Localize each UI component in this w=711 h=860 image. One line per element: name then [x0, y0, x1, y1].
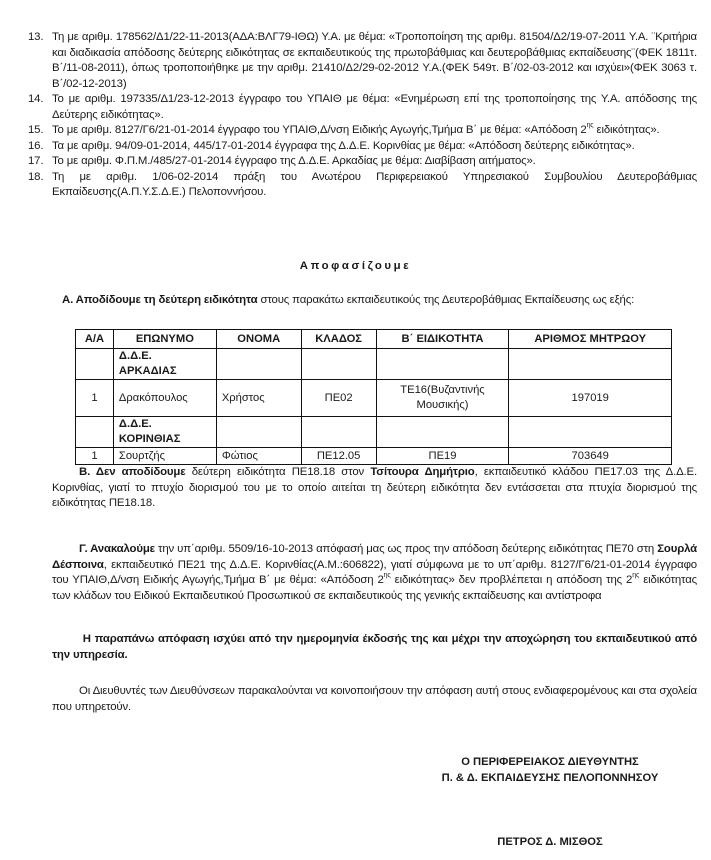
reference-item-16 — [0, 139, 697, 155]
superscript: ης — [383, 572, 391, 579]
section-b-bold: Β. Δεν αποδίδουμε — [79, 466, 186, 478]
table-row — [76, 448, 672, 465]
section-c-text: ειδικότητας των κλάδων του Ειδικού Εκπαιδευτικού Προσωπικού σε εκπαιδευτικούς της γενικής εκπαίδευσης και αντίστροφα — [52, 574, 698, 602]
cell-specialty: ΠΕ19 — [376, 448, 509, 465]
list-number: 17. — [28, 155, 44, 167]
cell-specialty: ΤΕ16(Βυζαντινής Μουσικής) — [376, 380, 509, 417]
reference-text: Το με αριθμ. 197335/Δ1/23-12-2013 έγγραφο του ΥΠΑΙΘ με θέμα: «Ενημέρωση επί της τροποποίησης της Υ.Α. απόδοσης της Δεύτερης ειδικότητας». — [52, 93, 697, 121]
signature-title-line2: Π. & Δ. ΕΚΠΑΙΔΕΥΣΗΣ ΠΕΛΟΠΟΝΝΗΣΟΥ — [441, 772, 659, 784]
signatory-name: ΠΕΤΡΟΣ Δ. ΜΙΣΘΟΣ — [497, 836, 603, 848]
section-c-text: , εκπαιδευτικό ΠΕ21 της Δ.Δ.Ε. Κορινθίας(Α.Μ.:606822), γιατί σύμφωνα με το υπ΄αριθμ. 8127/Γ6/21-01-2014 έγγραφο του ΥΠΑΙΘ,Δ/νση Ειδικής Αγωγής,Τμήμα Β΄ με θέμα: «Απόδοση 2 — [52, 558, 697, 586]
column-header-name: ΟΝΟΜΑ — [216, 330, 301, 349]
specialty-table — [75, 329, 672, 465]
section-b-person: Τσίτουρα Δημήτριο — [370, 466, 475, 478]
list-number: 18. — [28, 170, 44, 183]
reference-text: Τη με αριθμ. 1/06-02-2014 πράξη του Ανωτέρου Περιφερειακού Υπηρεσιακού Συμβουλίου Δευτεροβάθμιας Εκπαίδευσης(Α.Π.Υ.Σ.Δ.Ε.) Πελοποννήσου. — [52, 170, 697, 198]
list-number: 15. — [28, 124, 44, 136]
table-group-row — [76, 417, 672, 448]
cell-registry: 197019 — [509, 380, 672, 417]
directors-note: Οι Διευθυντές των Διευθύνσεων παρακαλούνται να κοινοποιήσουν την απόφαση αυτή στους ενδιαφερομένους και στα σχολεία που υπηρετούν. — [52, 685, 697, 713]
cell-surname: Δρακόπουλος — [113, 380, 216, 417]
column-header-branch: ΚΛΑΔΟΣ — [301, 330, 376, 349]
section-b-text: δεύτερη ειδικότητα ΠΕ18.18 στον — [185, 466, 371, 478]
signature-title — [400, 754, 700, 786]
cell-registry: 703649 — [509, 448, 672, 465]
cell-name: Φώτιος — [216, 448, 301, 465]
cell-branch: ΠΕ12.05 — [301, 448, 376, 465]
list-number: 16. — [28, 139, 44, 152]
section-b-text: , εκπαιδευτικό κλάδου ΠΕ17.03 της Δ.Δ.Ε. Κορινθίας, γιατί το πτυχίο διορισμού του με το οποίο αιτείται τη δεύτερη ειδικότητα δεν εντάσσεται στα πτυχία διορισμού της ειδικότητας ΠΕ18.18. — [52, 466, 698, 509]
decision-heading: Αποφασίζουμε — [299, 260, 412, 272]
group-name: Δ.Δ.Ε. ΚΟΡΙΝΘΙΑΣ — [113, 417, 216, 448]
column-header-aa: Α/Α — [76, 330, 114, 349]
table-group-row — [76, 349, 672, 380]
references-list — [0, 30, 697, 201]
reference-item-15 — [0, 123, 697, 139]
superscript: ης — [632, 572, 640, 579]
section-c-text: ειδικότητας» δεν προβλέπεται η απόδοση της 2 — [390, 574, 633, 586]
section-a-bold: Α. Αποδίδουμε τη δεύτερη ειδικότητα — [62, 294, 258, 306]
section-a-paragraph — [62, 293, 702, 309]
table-header-row — [76, 330, 672, 349]
cell-aa: 1 — [76, 448, 114, 465]
superscript: ης — [586, 122, 594, 129]
column-header-surname: ΕΠΩΝΥΜΟ — [113, 330, 216, 349]
section-c-bold: Γ. Ανακαλούμε — [79, 543, 155, 555]
reference-item-13 — [0, 30, 697, 92]
reference-text: Το με αριθμ. Φ.Π.Μ./485/27-01-2014 έγγραφο της Δ.Δ.Ε. Αρκαδίας με θέμα: Διαβίβαση αιτήματος». — [52, 155, 536, 167]
cell-surname: Σουρτζής — [113, 448, 216, 465]
reference-item-18 — [0, 170, 697, 201]
reference-item-17 — [0, 154, 697, 170]
reference-item-14 — [0, 92, 697, 123]
validity-note: Η παραπάνω απόφαση ισχύει από την ημερομηνία έκδοσής της και μέχρι την αποχώρηση του εκπαιδευτικού από την υπηρεσία. — [52, 633, 697, 661]
group-name: Δ.Δ.Ε. ΑΡΚΑΔΙΑΣ — [113, 349, 216, 380]
signature-title-line1: Ο ΠΕΡΙΦΕΡΕΙΑΚΟΣ ΔΙΕΥΘΥΝΤΗΣ — [461, 756, 639, 768]
section-c-paragraph — [52, 542, 697, 604]
cell-branch: ΠΕ02 — [301, 380, 376, 417]
column-header-registry: ΑΡΙΘΜΟΣ ΜΗΤΡΩΟΥ — [509, 330, 672, 349]
reference-text: Τη με αριθμ. 178562/Δ1/22-11-2013(ΑΔΑ:ΒΛΓ79-ΙΘΩ) Υ.Α. με θέμα: «Τροποποίηση της αριθμ. 81504/Δ2/19-07-2011 Υ.Α. ¨Κριτήρια και διαδικασία απόδοσης δεύτερης ειδικότητας σε εκπαιδευτικούς της πρωτοβάθμιας και δευτεροβάθμιας εκπαίδευσης¨(ΦΕΚ 1811τ. Β΄/11-08-2011), όπως τροποποιήθηκε με την αριθμ. 21410/Δ2/29-02-2012 Υ.Α.(ΦΕΚ 549τ. Β΄/02-03-2012 και ισχύει»(ΦΕΚ 3063 τ. Β΄/02-12-2013) — [52, 31, 697, 90]
reference-text: Τα με αριθμ. 94/09-01-2014, 445/17-01-2014 έγγραφα της Δ.Δ.Ε. Κορινθίας με θέμα: «Απόδοση δεύτερης ειδικότητας». — [52, 139, 635, 152]
list-number: 13. — [28, 31, 44, 43]
reference-text: Το με αριθμ. 8127/Γ6/21-01-2014 έγγραφο του ΥΠΑΙΘ,Δ/νση Ειδικής Αγωγής,Τμήμα Β΄ με θέμα: «Απόδοση 2 — [52, 124, 587, 136]
section-a-text: στους παρακάτω εκπαιδευτικούς της Δευτεροβάθμιας Εκπαίδευσης ως εξής: — [257, 294, 635, 306]
section-b-paragraph — [52, 465, 697, 512]
reference-text: ειδικότητας». — [593, 124, 660, 136]
section-c-text: την υπ΄αριθμ. 5509/16-10-2013 απόφασή μας ως προς την απόδοση δεύτερης ειδικότητας ΠΕ70 στη — [154, 543, 658, 555]
cell-name: Χρήστος — [216, 380, 301, 417]
list-number: 14. — [28, 93, 44, 105]
section-c-person: Σουρλά Δέσποινα — [52, 543, 697, 571]
table-row — [76, 380, 672, 417]
cell-aa: 1 — [76, 380, 114, 417]
column-header-specialty: Β΄ ΕΙΔΙΚΟΤΗΤΑ — [376, 330, 509, 349]
